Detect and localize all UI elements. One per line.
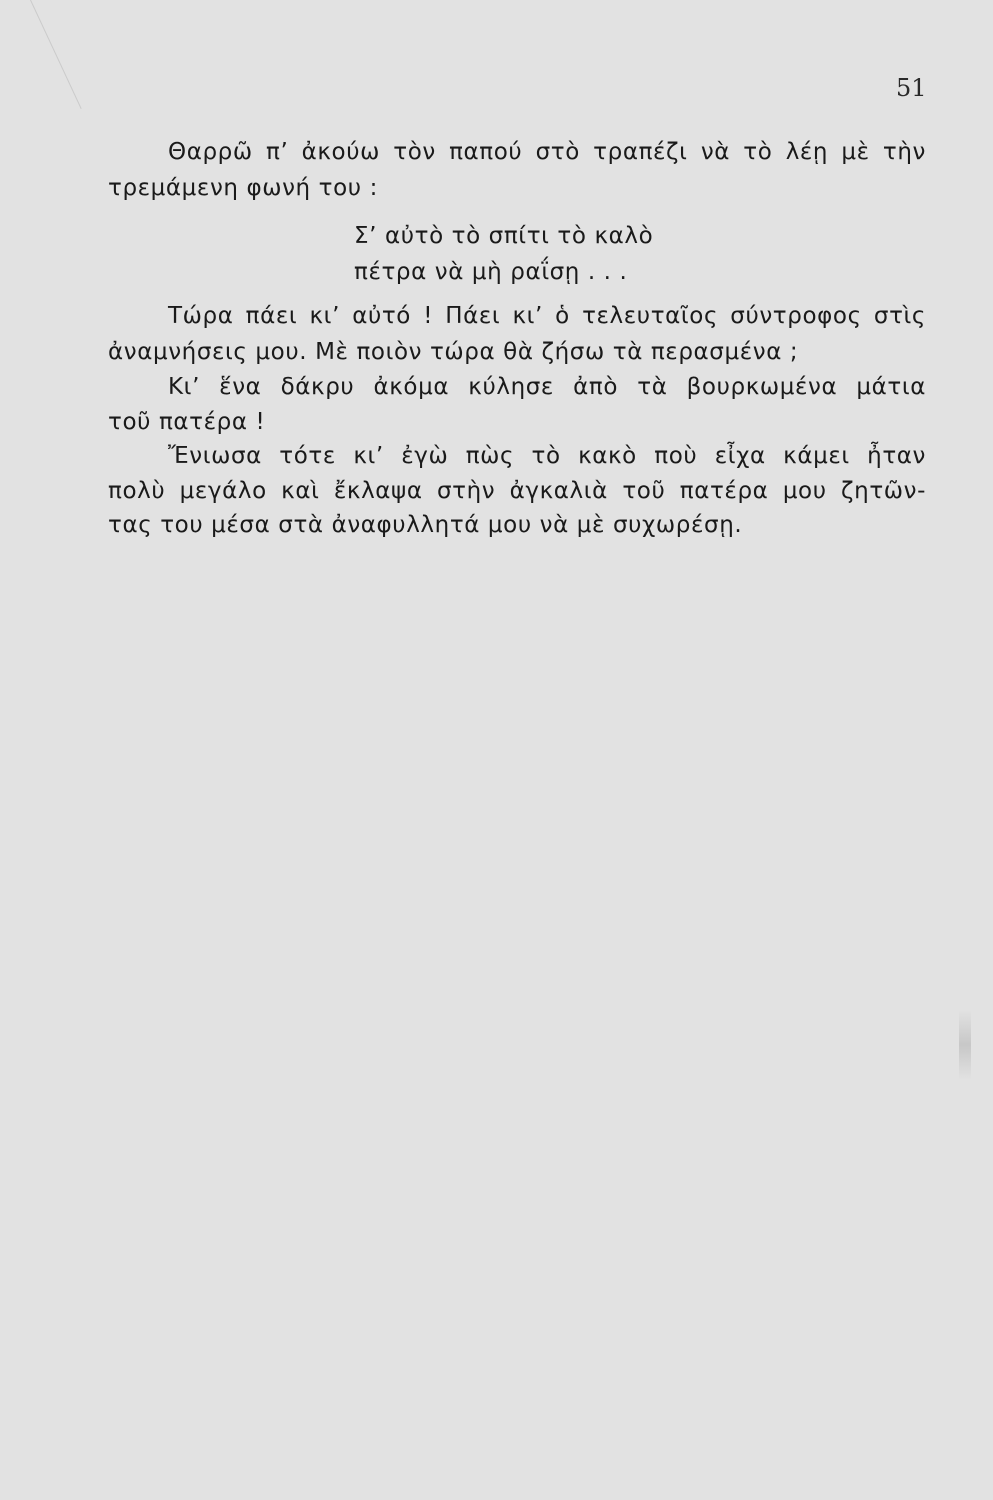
paragraph-2-line-1: Τώρα πάει κι’ αὐτό ! Πάει κι’ ὁ τελευταῖος σύντροφος στὶς [168,303,926,329]
paragraph-3-line-1: Κι’ ἕνα δάκρυ ἀκόμα κύλησε ἀπὸ τὰ βουρκωμένα μάτια [168,374,926,400]
paragraph-1-line-1: Θαρρῶ π’ ἀκούω τὸν παπού στὸ τραπέζι νὰ τὸ λέῃ μὲ τὴν [168,139,926,165]
paragraph-2-line-2: ἀναμνήσεις μου. Μὲ ποιὸν τώρα θὰ ζήσω τὰ περασμένα ; [108,339,799,365]
paragraph-4-line-1: Ἔνιωσα τότε κι’ ἐγὼ πὼς τὸ κακὸ ποὺ εἶχα κάμει ἦταν [168,443,926,469]
verse-line-1: Σ’ αὐτὸ τὸ σπίτι τὸ καλὸ [354,223,654,249]
verse-line-2: πέτρα νὰ μὴ ραΐσῃ . . . [354,259,628,285]
paper-crease [30,0,82,109]
paragraph-1-line-2: τρεμάμενη φωνή του : [108,175,378,201]
paper-stain [959,1010,971,1080]
paragraph-3-line-2: τοῦ πατέρα ! [108,409,266,435]
paragraph-4-line-3: τας του μέσα στὰ ἀναφυλλητά μου νὰ μὲ συχωρέσῃ. [108,512,743,538]
page-number: 51 [896,74,927,102]
paragraph-4-line-2: πολὺ μεγάλο καὶ ἔκλαψα στὴν ἀγκαλιὰ τοῦ πατέρα μου ζητῶν- [108,478,926,504]
